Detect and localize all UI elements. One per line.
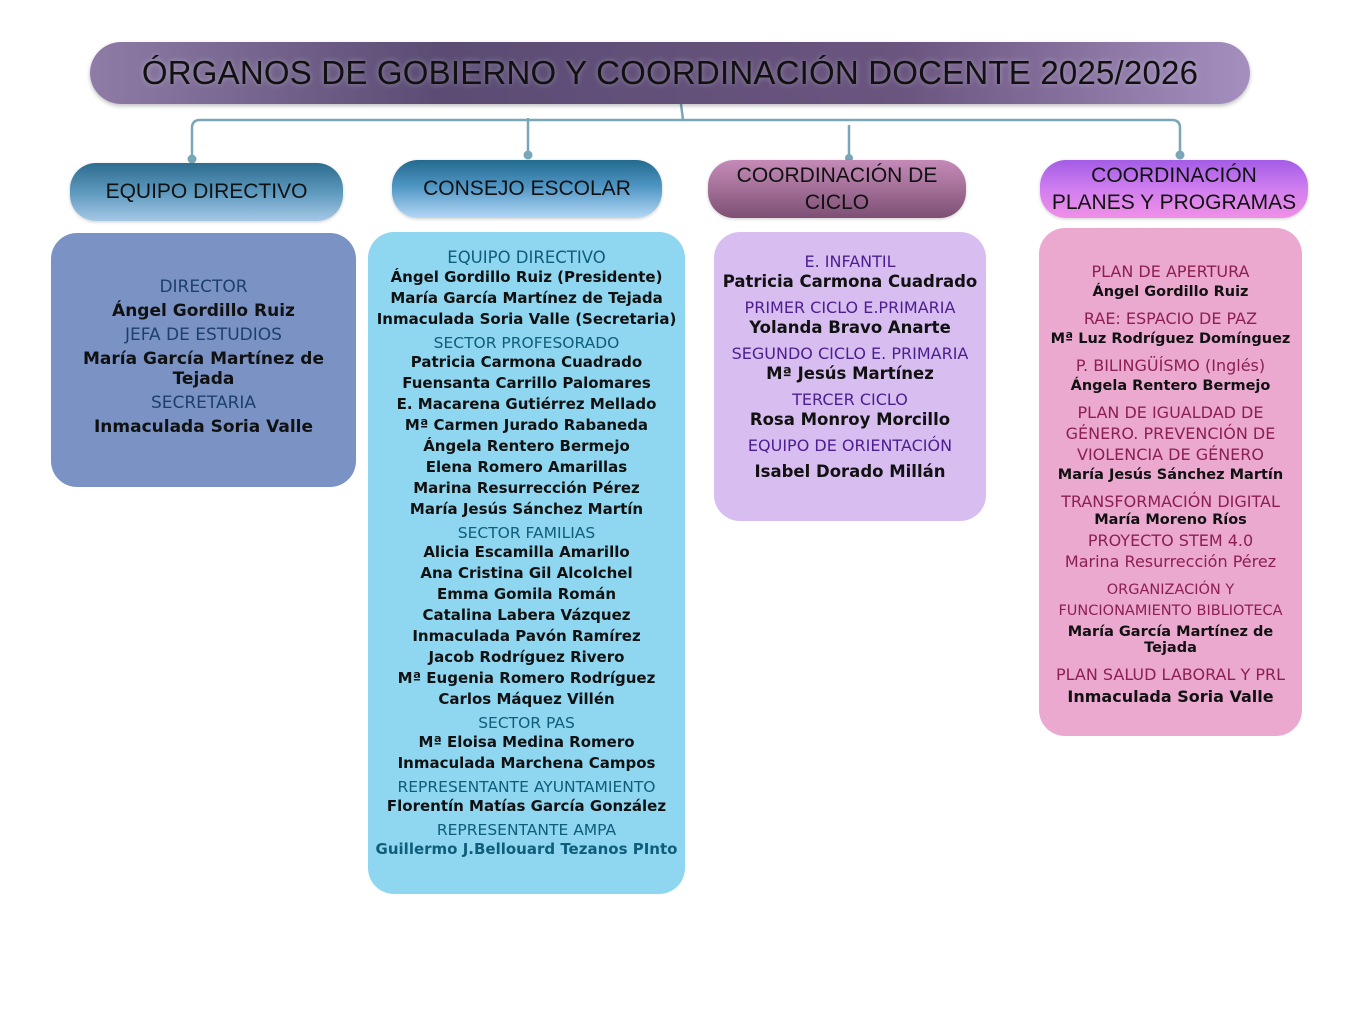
person-name: María Jesús Sánchez Martín <box>1057 467 1284 483</box>
coordinacion-planes-header-line2: PLANES Y PROGRAMAS <box>1051 191 1297 214</box>
role-label-line: VIOLENCIA DE GÉNERO <box>1077 445 1264 464</box>
person-name: Isabel Dorado Millán <box>754 462 946 481</box>
person-name: María Moreno Ríos <box>1094 512 1247 528</box>
section-title: REPRESENTANTE AMPA <box>436 821 617 839</box>
role-label-line: FUNCIONAMIENTO BIBLIOTECA <box>1058 603 1283 619</box>
equipo-directivo-header <box>70 163 343 221</box>
member-name: Marina Resurrección Pérez <box>413 479 640 497</box>
equipo-directivo-box <box>51 233 356 487</box>
role-label: PROYECTO STEM 4.0 <box>1087 531 1254 550</box>
member-name: Inmaculada Pavón Ramírez <box>412 627 641 645</box>
member-name: Elena Romero Amarillas <box>425 458 628 476</box>
person-name: Marina Resurrección Pérez <box>1064 552 1277 571</box>
member-name: Fuensanta Carrillo Palomares <box>402 374 651 392</box>
role-label: SECRETARIA <box>150 393 257 413</box>
member-name: Patricia Carmona Cuadrado <box>410 353 643 371</box>
role-label-line: ORGANIZACIÓN Y <box>1106 582 1235 598</box>
role-label: DIRECTOR <box>159 277 248 297</box>
connector-dot-cp <box>1176 151 1185 160</box>
member-name: Mª Carmen Jurado Rabaneda <box>404 416 649 434</box>
role-label-line: PLAN DE IGUALDAD DE <box>1077 403 1264 422</box>
person-name: María García Martínez de Tejada <box>1067 624 1274 656</box>
role-label: RAE: ESPACIO DE PAZ <box>1083 309 1258 328</box>
person-name: Mª Jesús Martínez <box>766 364 934 383</box>
role-label-line: GÉNERO. PREVENCIÓN DE <box>1065 424 1276 443</box>
section-title: EQUIPO DIRECTIVO <box>447 248 606 267</box>
person-name: Inmaculada Soria Valle <box>93 417 314 437</box>
person-name: Rosa Monroy Morcillo <box>749 410 951 429</box>
role-label: JEFA DE ESTUDIOS <box>125 325 282 345</box>
person-name: Ángela Rentero Bermejo <box>1070 378 1271 394</box>
coordinacion-ciclo-header-line1: COORDINACIÓN DE <box>736 163 938 187</box>
member-name: Florentín Matías García González <box>386 797 667 815</box>
person-name: Patricia Carmona Cuadrado <box>722 272 978 291</box>
role-label: PRIMER CICLO E.PRIMARIA <box>744 298 956 317</box>
person-name: María García Martínez de Tejada <box>83 349 324 389</box>
coordinacion-planes-header-line1: COORDINACIÓN <box>1091 163 1257 187</box>
consejo-escolar-header <box>392 160 662 218</box>
member-name: Ángela Rentero Bermejo <box>423 437 630 455</box>
member-name: Inmaculada Soria Valle (Secretaria) <box>376 310 677 328</box>
member-name: Inmaculada Marchena Campos <box>397 754 656 772</box>
person-name: Yolanda Bravo Anarte <box>749 318 951 337</box>
person-name: Mª Luz Rodríguez Domínguez <box>1050 331 1291 347</box>
consejo-escolar-box <box>368 232 685 894</box>
role-label: SEGUNDO CICLO E. PRIMARIA <box>731 344 969 363</box>
section-title: REPRESENTANTE AYUNTAMIENTO <box>397 778 656 796</box>
person-name: Ángel Gordillo Ruiz <box>1092 284 1249 300</box>
person-name: Ángel Gordillo Ruiz <box>112 301 295 321</box>
consejo-escolar-header-label: CONSEJO ESCOLAR <box>423 177 631 201</box>
role-label: PLAN SALUD LABORAL Y PRL <box>1055 665 1286 684</box>
member-name: Ana Cristina Gil Alcolchel <box>420 564 633 582</box>
section-title: SECTOR PAS <box>478 714 575 732</box>
section-title: SECTOR FAMILIAS <box>457 524 596 542</box>
section-title: SECTOR PROFESORADO <box>433 334 620 352</box>
member-name: Ángel Gordillo Ruiz (Presidente) <box>390 268 663 286</box>
coordinacion-ciclo-box <box>714 232 986 521</box>
role-label: P. BILINGÜÍSMO (Inglés) <box>1075 356 1266 375</box>
role-label: TRANSFORMACIÓN DIGITAL <box>1061 492 1280 511</box>
coordinacion-planes-box <box>1039 228 1302 736</box>
member-name: Catalina Labera Vázquez <box>422 606 631 624</box>
page-title: ÓRGANOS DE GOBIERNO Y COORDINACIÓN DOCENTE 2025/2026 <box>90 42 1250 104</box>
member-name: E. Macarena Gutiérrez Mellado <box>396 395 657 413</box>
member-name: Guillermo J.Bellouard Tezanos PInto <box>375 840 678 858</box>
connector-bus <box>192 120 1180 158</box>
coordinacion-planes-header <box>1040 160 1308 218</box>
member-name: María García Martínez de Tejada <box>390 289 663 307</box>
connector-trunk <box>681 104 683 120</box>
role-label: TERCER CICLO <box>792 390 908 409</box>
equipo-directivo-header-label: EQUIPO DIRECTIVO <box>105 180 308 204</box>
coordinacion-ciclo-header-line2: CICLO <box>804 191 870 214</box>
connector-dot-ce <box>524 151 533 160</box>
role-label: E. INFANTIL <box>804 252 896 271</box>
member-name: Emma Gomila Román <box>436 585 616 603</box>
role-label: EQUIPO DE ORIENTACIÓN <box>747 436 953 455</box>
member-name: Mª Eugenia Romero Rodríguez <box>397 669 656 687</box>
coordinacion-ciclo-header <box>708 160 966 218</box>
member-name: Jacob Rodríguez Rivero <box>428 648 625 666</box>
member-name: Carlos Máquez Villén <box>438 690 615 708</box>
member-name: María Jesús Sánchez Martín <box>409 500 644 518</box>
person-name: Inmaculada Soria Valle <box>1067 687 1274 706</box>
member-name: Mª Eloisa Medina Romero <box>418 733 635 751</box>
member-name: Alicia Escamilla Amarillo <box>423 543 630 561</box>
role-label: PLAN DE APERTURA <box>1091 262 1250 281</box>
